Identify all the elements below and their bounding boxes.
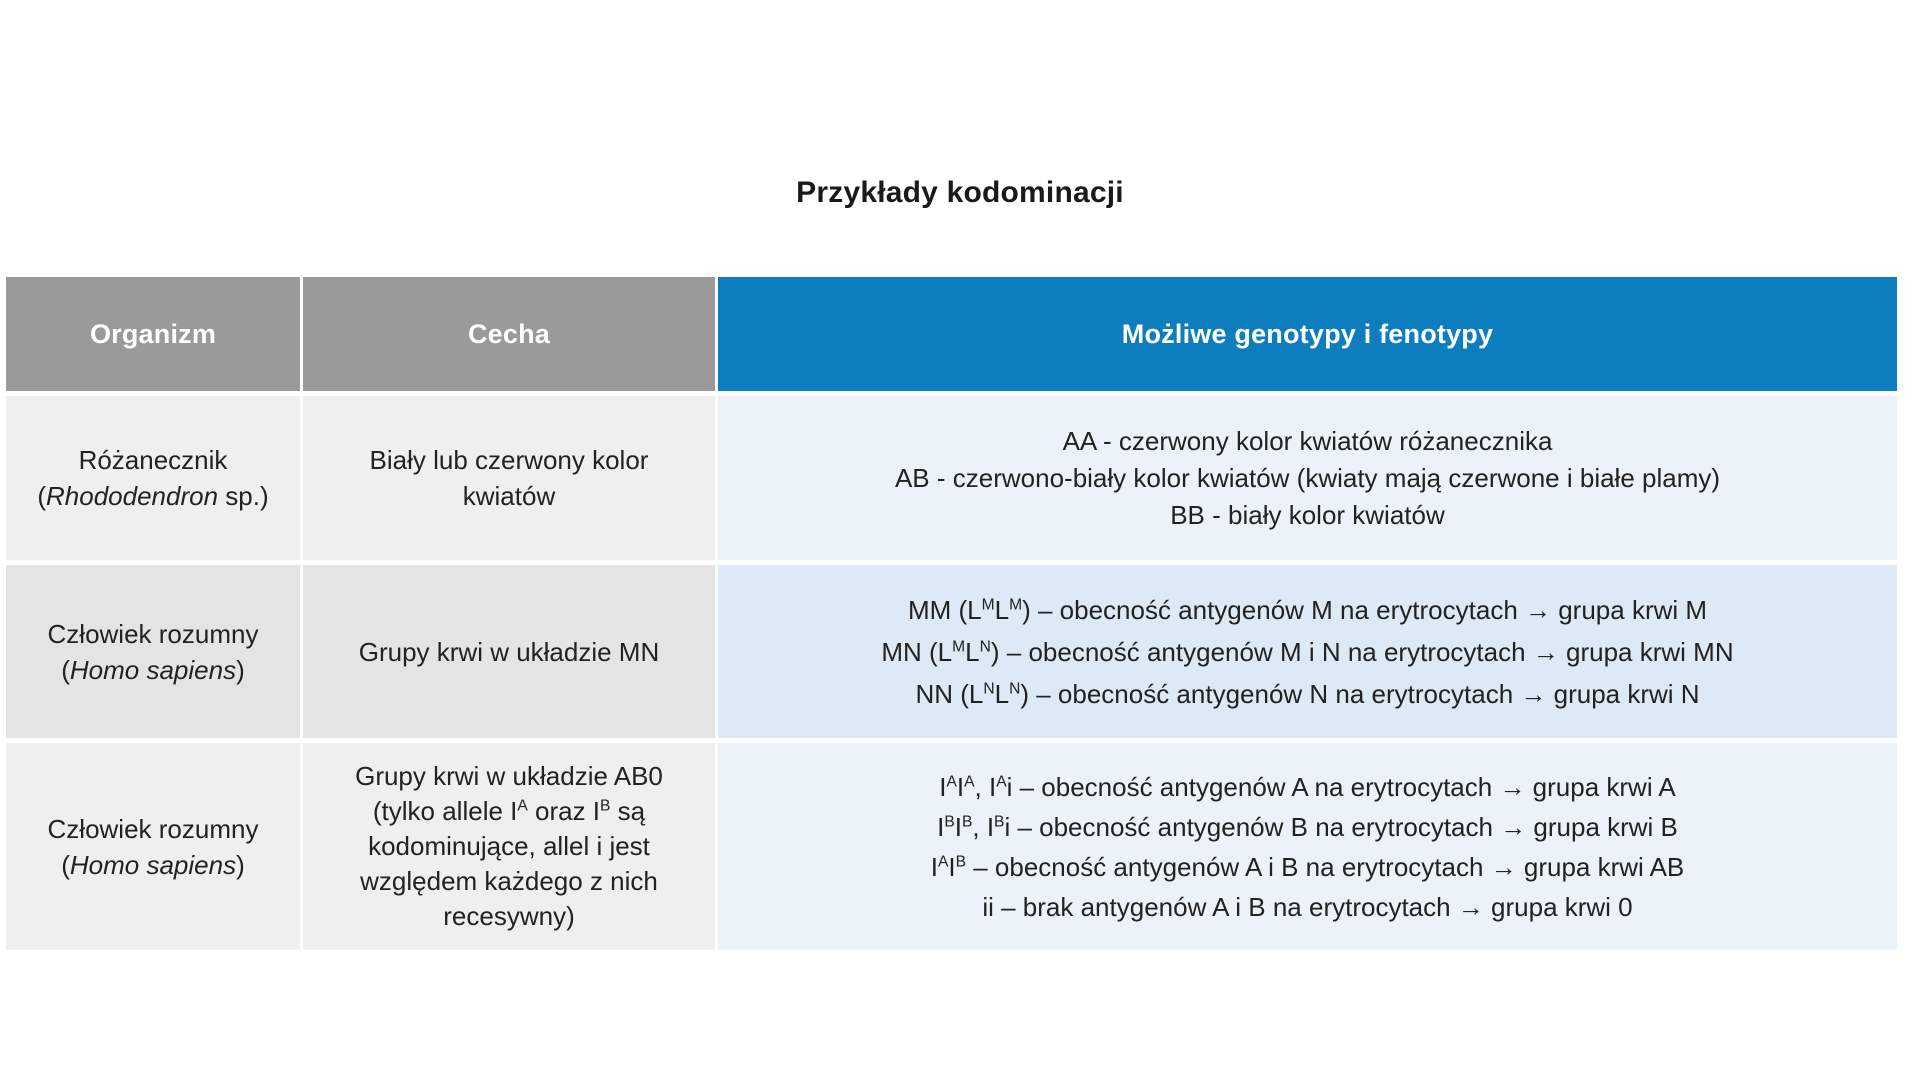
row-3-genotype-line: $I^AI^A$, $I^Ai$ – obecność antygenów A na erytrocytach → grupa krwi A xyxy=(939,771,1676,802)
row-1-organism-cell xyxy=(6,396,300,560)
row-1-genotype-line: AA - czerwony kolor kwiatów różanecznika xyxy=(1062,425,1553,456)
row-2-organism-latin: (Homo sapiens) xyxy=(61,654,245,685)
row-2-genotype-line: MN $(L^ML^N)$ – obecność antygenów M i N na erytrocytach → grupa krwi MN xyxy=(881,636,1734,667)
row-2-genotype-line: MM $(L^ML^M)$ – obecność antygenów M na erytrocytach → grupa krwi M xyxy=(907,594,1708,625)
row-1-trait-line: Biały lub czerwony kolor kwiatów xyxy=(369,445,649,511)
page-title: Przykłady kodominacji xyxy=(796,176,1124,209)
row-3-genotype-line: $I^BI^B$, $I^Bi$ – obecność antygenów B na erytrocytach → grupa krwi B xyxy=(937,811,1678,842)
row-2-organism-name: Człowiek rozumny xyxy=(47,618,259,649)
row-2-genotypes-cell xyxy=(718,565,1897,738)
row-3-organism-latin: (Homo sapiens) xyxy=(61,849,245,880)
row-3-trait-line: względem każdego z nich xyxy=(360,866,658,896)
row-2-genotype-line: NN $(L^NL^N)$ – obecność antygenów N na erytrocytach → grupa krwi N xyxy=(915,678,1700,709)
row-1-organism-name: Różanecznik xyxy=(78,445,228,475)
row-3-trait-line: Grupy krwi w układzie AB0 xyxy=(355,761,663,791)
header-organizm-label: Organizm xyxy=(89,319,217,349)
row-3-genotype-line: ii – brak antygenów A i B na erytrocytach → grupa krwi 0 xyxy=(982,891,1633,922)
row-3-trait-cell xyxy=(303,743,715,950)
row-3-organism-name: Człowiek rozumny xyxy=(47,813,259,844)
row-1-genotype-line: AB - czerwono-biały kolor kwiatów (kwiaty mają czerwone i białe plamy) xyxy=(894,462,1721,493)
row-1-genotype-line: BB - biały kolor kwiatów xyxy=(1170,499,1445,530)
header-genotypy-label: Możliwe genotypy i fenotypy xyxy=(1121,319,1494,349)
header-cell-organizm xyxy=(6,277,300,391)
header-cecha-label: Cecha xyxy=(467,319,551,349)
row-1-genotypes-cell xyxy=(718,396,1897,560)
row-3-trait-line: kodominujące, allel i jest xyxy=(368,831,650,861)
row-1-organism-latin: (Rhododendron sp.) xyxy=(37,481,269,511)
row-3-trait-line: recesywny) xyxy=(443,901,575,931)
codominance-table xyxy=(6,277,1897,950)
row-2-trait-cell xyxy=(303,565,715,738)
row-3-genotype-line: $I^AI^B$ – obecność antygenów A i B na erytrocytach → grupa krwi AB xyxy=(930,851,1685,882)
row-2-organism-cell xyxy=(6,565,300,738)
row-3-organism-cell xyxy=(6,743,300,950)
row-2-trait-line: Grupy krwi w układzie MN xyxy=(358,636,660,667)
row-3-trait-line: (tylko allele $I^A$ oraz $I^B$ są xyxy=(372,796,646,826)
header-cell-genotypy xyxy=(718,277,1897,391)
row-3-genotypes-cell xyxy=(718,743,1897,950)
row-1-trait-cell xyxy=(303,396,715,560)
header-cell-cecha xyxy=(303,277,715,391)
